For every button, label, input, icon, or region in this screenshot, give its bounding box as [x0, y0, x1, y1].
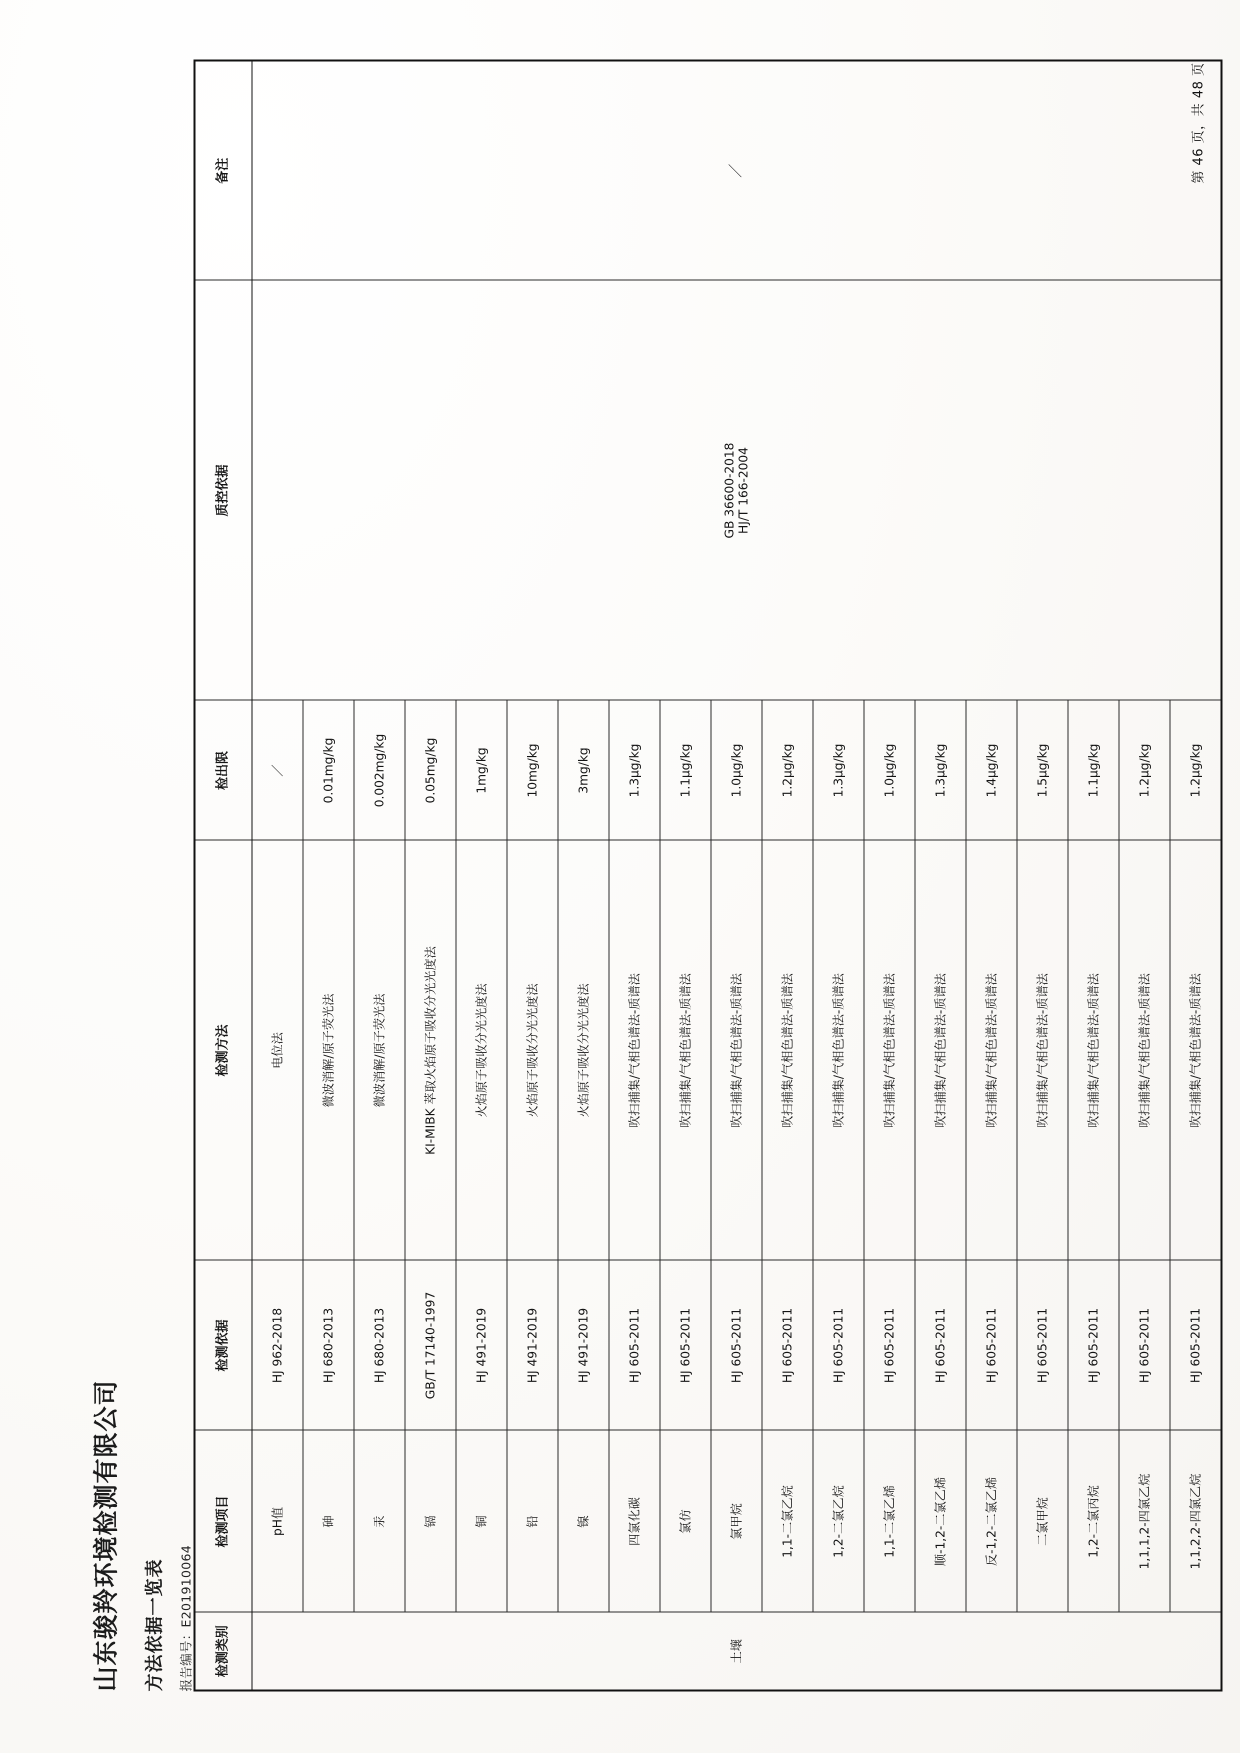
cell-basis: HJ 605-2011	[1119, 1260, 1170, 1430]
cell-category: 土壤	[252, 1612, 1222, 1690]
cell-detection-limit: 1.0μg/kg	[711, 700, 762, 840]
cell-method: 吹扫捕集/气相色谱法-质谱法	[1068, 840, 1119, 1260]
cell-detection-limit: 0.01mg/kg	[303, 700, 354, 840]
table-header	[194, 60, 252, 1690]
cell-basis: GB/T 17140-1997	[405, 1260, 456, 1430]
cell-item: 铅	[507, 1430, 558, 1612]
cell-item: 1,2-二氯丙烷	[1068, 1430, 1119, 1612]
cell-item: 1,2-二氯乙烷	[813, 1430, 864, 1612]
cell-qc-basis	[252, 280, 1222, 700]
cell-detection-limit: 0.002mg/kg	[354, 700, 405, 840]
cell-basis: HJ 491-2019	[507, 1260, 558, 1430]
cell-method: 吹扫捕集/气相色谱法-质谱法	[813, 840, 864, 1260]
document-title: 方法依据一览表	[144, 1558, 165, 1691]
cell-method: 火焰原子吸收分光光度法	[558, 840, 609, 1260]
cell-detection-limit: 1.3μg/kg	[915, 700, 966, 840]
cell-detection-limit: 1.1μg/kg	[660, 700, 711, 840]
cell-basis: HJ 605-2011	[762, 1260, 813, 1430]
cell-method: 火焰原子吸收分光光度法	[456, 840, 507, 1260]
cell-basis: HJ 605-2011	[915, 1260, 966, 1430]
page-footer: 第 46 页，共 48 页	[1191, 62, 1206, 184]
cell-item: 1,1,2,2-四氯乙烷	[1170, 1430, 1222, 1612]
cell-item: 镍	[558, 1430, 609, 1612]
table-row	[252, 60, 303, 1690]
cell-item: pH值	[252, 1430, 303, 1612]
table-body	[252, 60, 1222, 1690]
cell-detection-limit: 1.2μg/kg	[1119, 700, 1170, 840]
cell-detection-limit: 1.3μg/kg	[609, 700, 660, 840]
cell-method: 吹扫捕集/气相色谱法-质谱法	[915, 840, 966, 1260]
cell-item: 顺-1,2-二氯乙烯	[915, 1430, 966, 1612]
cell-method: 吹扫捕集/气相色谱法-质谱法	[1119, 840, 1170, 1260]
cell-item: 二氯甲烷	[1017, 1430, 1068, 1612]
cell-item: 1,1-二氯乙烷	[762, 1430, 813, 1612]
document-header	[86, 691, 194, 1691]
cell-basis: HJ 605-2011	[660, 1260, 711, 1430]
cell-item: 砷	[303, 1430, 354, 1612]
cell-basis: HJ 605-2011	[1017, 1260, 1068, 1430]
cell-item: 铜	[456, 1430, 507, 1612]
qc-basis-line: GB 36600-2018	[721, 442, 736, 538]
cell-method: 电位法	[252, 840, 303, 1260]
cell-item: 汞	[354, 1430, 405, 1612]
cell-detection-limit: 1mg/kg	[456, 700, 507, 840]
cell-basis: HJ 605-2011	[864, 1260, 915, 1430]
column-header-category: 检测类别	[194, 1612, 252, 1690]
company-name: 山东骏羚环境检测有限公司	[91, 1378, 120, 1691]
column-header-method: 检测方法	[194, 840, 252, 1260]
cell-remark	[252, 60, 1222, 280]
cell-item: 1,1-二氯乙烯	[864, 1430, 915, 1612]
cell-method: 吹扫捕集/气相色谱法-质谱法	[1170, 840, 1222, 1260]
cell-detection-limit: 0.05mg/kg	[405, 700, 456, 840]
cell-detection-limit: 1.3μg/kg	[813, 700, 864, 840]
cell-basis: HJ 680-2013	[354, 1260, 405, 1430]
cell-basis: HJ 605-2011	[1170, 1260, 1222, 1430]
cell-item: 氯甲烷	[711, 1430, 762, 1612]
cell-method: 吹扫捕集/气相色谱法-质谱法	[864, 840, 915, 1260]
column-header-remark: 备注	[194, 60, 252, 280]
cell-basis: HJ 491-2019	[558, 1260, 609, 1430]
cell-detection-limit: 1.1μg/kg	[1068, 700, 1119, 840]
cell-detection-limit: 1.2μg/kg	[762, 700, 813, 840]
column-header-basis: 检测依据	[194, 1260, 252, 1430]
cell-basis: HJ 605-2011	[813, 1260, 864, 1430]
cell-basis: HJ 605-2011	[609, 1260, 660, 1430]
cell-basis: HJ 491-2019	[456, 1260, 507, 1430]
column-header-detection-limit: 检出限	[194, 700, 252, 840]
cell-detection-limit: 1.5μg/kg	[1017, 700, 1068, 840]
cell-detection-limit: 1.2μg/kg	[1170, 700, 1222, 840]
cell-item: 1,1,1,2-四氯乙烷	[1119, 1430, 1170, 1612]
cell-item: 氯仿	[660, 1430, 711, 1612]
cell-method: 吹扫捕集/气相色谱法-质谱法	[609, 840, 660, 1260]
cell-method: 吹扫捕集/气相色谱法-质谱法	[660, 840, 711, 1260]
cell-item: 四氯化碳	[609, 1430, 660, 1612]
cell-method: 火焰原子吸收分光光度法	[507, 840, 558, 1260]
cell-item: 镉	[405, 1430, 456, 1612]
cell-basis: HJ 605-2011	[966, 1260, 1017, 1430]
report-number: 报告编号：E201910064	[178, 1544, 193, 1691]
cell-method: 吹扫捕集/气相色谱法-质谱法	[966, 840, 1017, 1260]
cell-detection-limit: 10mg/kg	[507, 700, 558, 840]
cell-detection-limit: ／	[252, 700, 303, 840]
method-table-container	[193, 61, 1222, 1691]
cell-item: 反-1,2-二氯乙烯	[966, 1430, 1017, 1612]
method-basis-table	[193, 59, 1222, 1691]
cell-basis: HJ 605-2011	[1068, 1260, 1119, 1430]
cell-basis: HJ 962-2018	[252, 1260, 303, 1430]
cell-method: 吹扫捕集/气相色谱法-质谱法	[711, 840, 762, 1260]
column-header-item: 检测项目	[194, 1430, 252, 1612]
cell-method: 微波消解/原子荧光法	[354, 840, 405, 1260]
cell-method: KI-MIBK 萃取火焰原子吸收分光光度法	[405, 840, 456, 1260]
table-header-row	[194, 60, 252, 1690]
cell-basis: HJ 605-2011	[711, 1260, 762, 1430]
column-header-qc-basis: 质控依据	[194, 280, 252, 700]
cell-method: 吹扫捕集/气相色谱法-质谱法	[1017, 840, 1068, 1260]
qc-basis-line: HJ/T 166-2004	[736, 446, 750, 534]
cell-detection-limit: 1.0μg/kg	[864, 700, 915, 840]
cell-method: 吹扫捕集/气相色谱法-质谱法	[762, 840, 813, 1260]
cell-detection-limit: 3mg/kg	[558, 700, 609, 840]
cell-detection-limit: 1.4μg/kg	[966, 700, 1017, 840]
cell-method: 微波消解/原子荧光法	[303, 840, 354, 1260]
cell-basis: HJ 680-2013	[303, 1260, 354, 1430]
slash-glyph: ／	[727, 163, 744, 178]
